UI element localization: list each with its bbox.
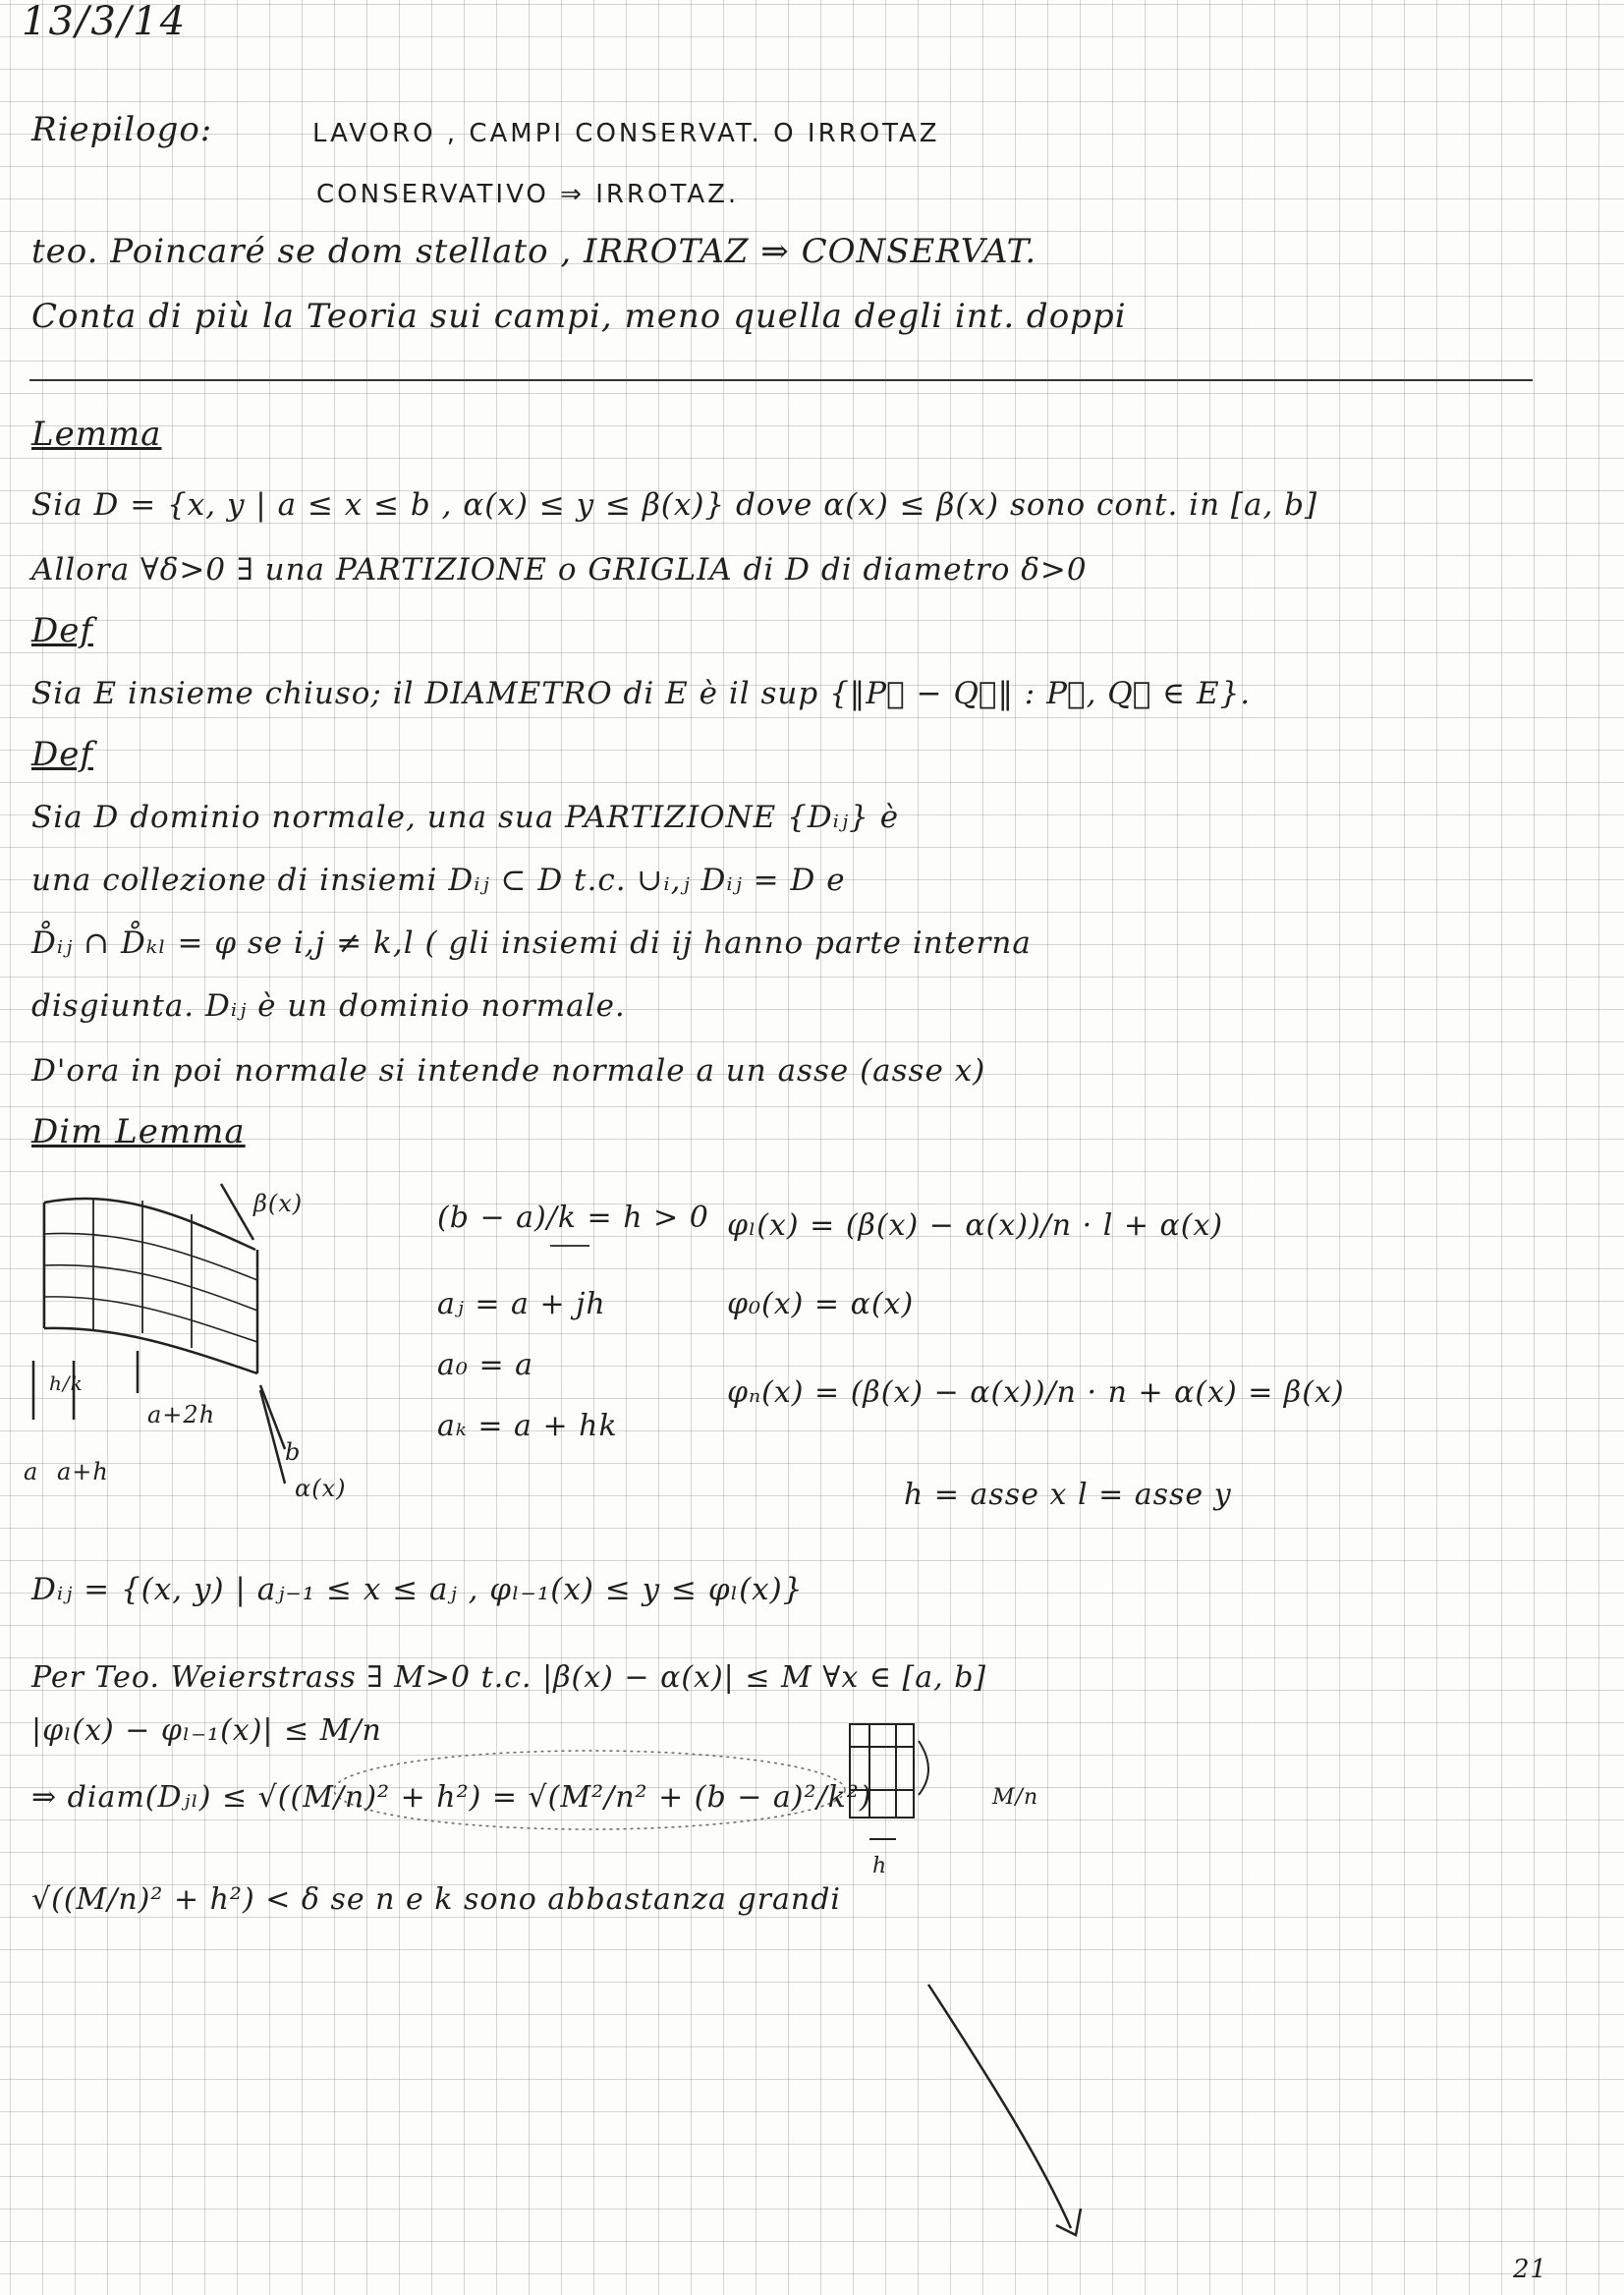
note-line: Conta di più la Teoria sui campi, meno quella degli int. doppi xyxy=(31,297,1127,336)
def1-title: Def xyxy=(31,611,93,650)
fig-a-label: a xyxy=(24,1458,39,1485)
fig-a2h-label: a+2h xyxy=(147,1401,216,1428)
def2-line-4: disgiunta. Dᵢⱼ è un dominio normale. xyxy=(31,988,626,1024)
def2-line-2: una collezione di insiemi Dᵢⱼ ⊂ D t.c. ∪ᵢ,ⱼ Dᵢⱼ = D e xyxy=(31,863,846,898)
weierstrass-line: Per Teo. Weierstrass ∃ M>0 t.c. |β(x) − α(x)| ≤ M ∀x ∈ [a, b] xyxy=(31,1660,987,1695)
recap-line-2: CONSERVATIVO ⇒ IRROTAZ. xyxy=(316,180,740,209)
lemma-line-1: Sia D = {x, y | a ≤ x ≤ b , α(x) ≤ y ≤ β(x)} dove α(x) ≤ β(x) sono cont. in [a, b] xyxy=(31,487,1318,523)
cell-width-label: h xyxy=(872,1854,888,1878)
cell-height-label: M/n xyxy=(992,1785,1039,1810)
eq-h: (b − a)/k = h > 0 xyxy=(437,1201,709,1235)
phi-n: φₙ(x) = (β(x) − α(x))/n · n + α(x) = β(x) xyxy=(727,1375,1345,1410)
def2-title: Def xyxy=(31,735,93,774)
page-number: 21 xyxy=(1513,2255,1548,2284)
recap-line-1: LAVORO , CAMPI CONSERVAT. O IRROTAZ xyxy=(312,119,940,148)
def1-line: Sia E insieme chiuso; il DIAMETRO di E è il sup {‖P⃗ − Q⃗‖ : P⃗, Q⃗ ∈ E}. xyxy=(31,676,1252,711)
beta-curve xyxy=(44,1199,255,1250)
diameter-bound: ⇒ diam(Dⱼₗ) ≤ √((M/n)² + h²) = √(M²/n² + (b − a)²/k²) xyxy=(31,1780,872,1815)
date-label: 13/3/14 xyxy=(22,0,188,44)
def2-line-5: D'ora in poi normale si intende normale a un asse (asse x) xyxy=(31,1053,986,1089)
fig-hk-label: h/k xyxy=(49,1371,84,1395)
fig-ah-label: a+h xyxy=(57,1458,109,1485)
axes-note: h = asse x l = asse y xyxy=(904,1478,1232,1512)
phi-0: φ₀(x) = α(x) xyxy=(727,1287,915,1321)
phi-l: φₗ(x) = (β(x) − α(x))/n · l + α(x) xyxy=(727,1208,1224,1243)
eq-a0: a₀ = a xyxy=(437,1348,534,1382)
phi-difference: |φₗ(x) − φₗ₋₁(x)| ≤ M/n xyxy=(31,1713,382,1748)
def2-line-3: D̊ᵢⱼ ∩ D̊ₖₗ = φ se i,j ≠ k,l ( gli insiemi di ij hanno parte interna xyxy=(31,925,1032,961)
recap-label: Riepilogo: xyxy=(31,110,213,149)
proof-title: Dim Lemma xyxy=(31,1112,246,1151)
lemma-line-2: Allora ∀δ>0 ∃ una PARTIZIONE o GRIGLIA di D di diametro δ>0 xyxy=(31,552,1088,588)
dij-definition: Dᵢⱼ = {(x, y) | aⱼ₋₁ ≤ x ≤ aⱼ , φₗ₋₁(x) ≤ y ≤ φₗ(x)} xyxy=(31,1572,804,1607)
fig-b-label: b xyxy=(285,1438,302,1466)
eq-aj: aⱼ = a + jh xyxy=(437,1287,606,1321)
final-condition: √((M/n)² + h²) < δ se n e k sono abbastanza grandi xyxy=(31,1882,842,1917)
eq-ak: aₖ = a + hk xyxy=(437,1409,618,1443)
lemma-title: Lemma xyxy=(31,415,162,454)
poincare-line: teo. Poincaré se dom stellato , IRROTAZ ⇒ CONSERVAT. xyxy=(31,232,1037,271)
fig-beta-label: β(x) xyxy=(253,1190,304,1217)
def2-line-1: Sia D dominio normale, una sua PARTIZIONE {Dᵢⱼ} è xyxy=(31,800,900,835)
fig-alpha-label: α(x) xyxy=(295,1475,347,1502)
